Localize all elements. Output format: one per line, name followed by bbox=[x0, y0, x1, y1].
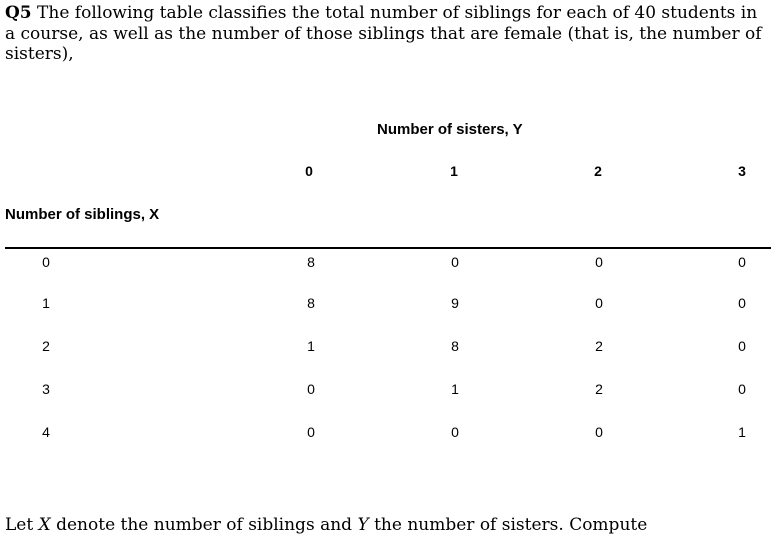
column-axis-title: Number of sisters, Y bbox=[377, 121, 523, 138]
row-label-x4: 4 bbox=[42, 424, 50, 440]
table-cell: 8 bbox=[307, 295, 315, 311]
question-body: The following table classifies the total number of siblings for each of 40 students in a course, as well as the number of those siblings that are female (that is, the number of sisters), bbox=[5, 3, 762, 64]
column-header-2: 2 bbox=[594, 163, 602, 179]
variable-y: Y bbox=[357, 515, 369, 535]
table-cell: 0 bbox=[738, 381, 746, 397]
table-cell: 8 bbox=[307, 254, 315, 270]
question-number: Q5 bbox=[5, 3, 32, 23]
table-cell: 0 bbox=[738, 338, 746, 354]
table-cell: 0 bbox=[451, 254, 459, 270]
row-label-x0: 0 bbox=[42, 254, 50, 270]
row-axis-title: Number of siblings, X bbox=[5, 206, 160, 223]
instruction-part-3: the number of sisters. Compute bbox=[368, 515, 648, 535]
row-label-x1: 1 bbox=[42, 295, 50, 311]
table-cell: 1 bbox=[307, 338, 315, 354]
instruction-text bbox=[5, 515, 647, 535]
column-header-1: 1 bbox=[450, 163, 458, 179]
variable-x: X bbox=[38, 515, 51, 535]
table-cell: 0 bbox=[738, 295, 746, 311]
table-cell: 0 bbox=[595, 254, 603, 270]
table-cell: 0 bbox=[738, 254, 746, 270]
table-cell: 0 bbox=[451, 424, 459, 440]
table-cell: 0 bbox=[307, 381, 315, 397]
table-cell: 1 bbox=[738, 424, 746, 440]
question-text bbox=[5, 3, 765, 65]
row-label-x3: 3 bbox=[42, 381, 50, 397]
table-cell: 1 bbox=[451, 381, 459, 397]
instruction-part-2: denote the number of siblings and bbox=[50, 515, 358, 535]
table-cell: 9 bbox=[451, 295, 459, 311]
table-cell: 0 bbox=[595, 424, 603, 440]
table-cell: 0 bbox=[595, 295, 603, 311]
table-header-rule bbox=[5, 247, 771, 249]
table-cell: 2 bbox=[595, 381, 603, 397]
table-cell: 8 bbox=[451, 338, 459, 354]
column-header-3: 3 bbox=[738, 163, 746, 179]
table-cell: 0 bbox=[307, 424, 315, 440]
instruction-part-1: Let bbox=[5, 515, 39, 535]
row-label-x2: 2 bbox=[42, 338, 50, 354]
table-cell: 2 bbox=[595, 338, 603, 354]
column-header-0: 0 bbox=[305, 163, 313, 179]
